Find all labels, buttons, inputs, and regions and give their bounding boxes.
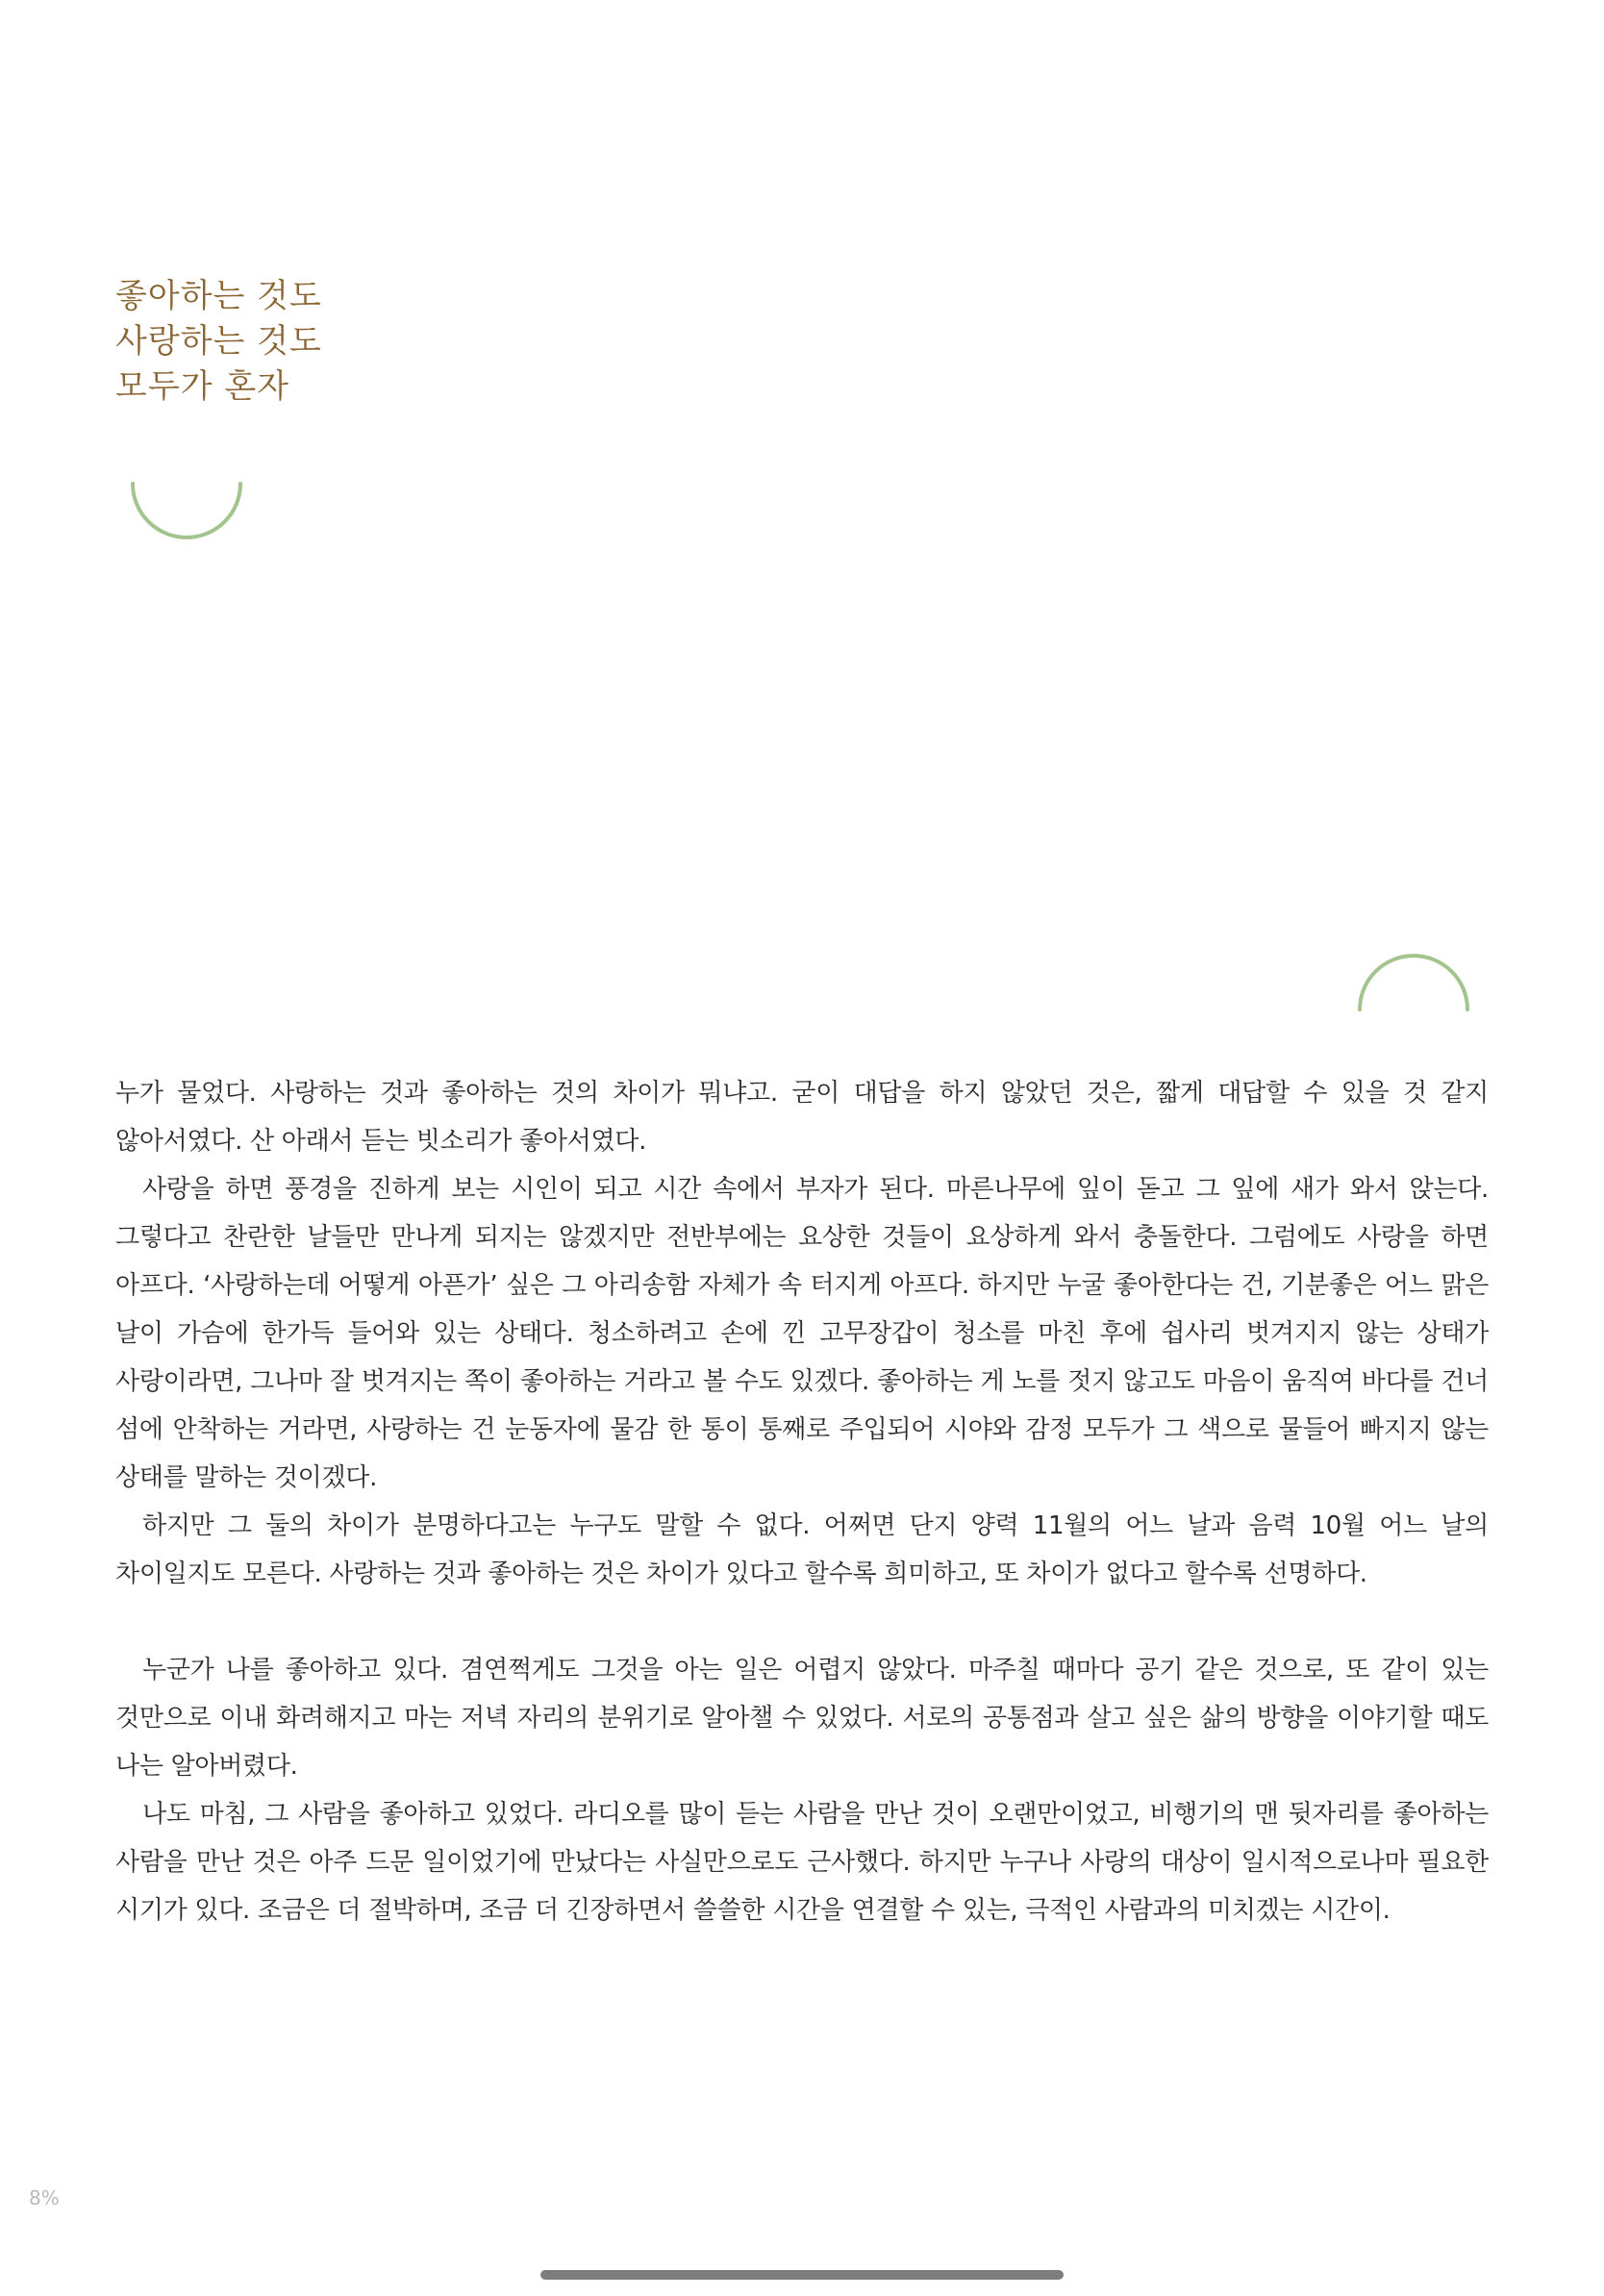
paragraph: 하지만 그 둘의 차이가 분명하다고는 누구도 말할 수 없다. 어쩌면 단지 양력 11월의 어느 날과 음력 10월 어느 날의 차이일지도 모른다. 사랑하는 것과 좋아하는 것은 차이가 있다고 할수록 희미하고, 또 차이가 없다고 할수록 선명하다. bbox=[115, 1511, 1489, 1588]
chapter-title bbox=[115, 274, 322, 410]
decorative-arc-top-half-icon bbox=[1354, 954, 1473, 1015]
chapter-title-line: 사랑하는 것도 bbox=[115, 322, 322, 361]
reading-progress: 8% bbox=[29, 2186, 60, 2209]
section-break bbox=[115, 1598, 1489, 1646]
paragraph: 누가 물었다. 사랑하는 것과 좋아하는 것의 차이가 뭐냐고. 굳이 대답을 하지 않았던 것은, 짧게 대답할 수 있을 것 같지 않아서였다. 산 아래서 듣는 빗소리가 좋아서였다. bbox=[115, 1079, 1489, 1156]
chapter-title-line: 모두가 혼자 bbox=[115, 367, 290, 406]
paragraph: 사랑을 하면 풍경을 진하게 보는 시인이 되고 시간 속에서 부자가 된다. 마른나무에 잎이 돋고 그 잎에 새가 와서 앉는다. 그렇다고 찬란한 날들만 만나게 되지는 않겠지만 전반부에는 요상한 것들이 요상하게 와서 충돌한다. 그럼에도 사랑을 하면 아프다. ‘사랑하는데 어떻게 아픈가’ 싶은 그 아리송함 자체가 속 터지게 아프다. 하지만 누굴 좋아한다는 건, 기분좋은 어느 맑은 날이 가슴에 한가득 들어와 있는 상태다. 청소하려고 손에 낀 고무장갑이 청소를 마친 후에 쉽사리 벗겨지지 않는 상태가 사랑이라면, 그나마 잘 벗겨지는 쪽이 좋아하는 거라고 볼 수도 있겠다. 좋아하는 게 노를 젓지 않고도 마음이 움직여 바다를 건너 섬에 안착하는 거라면, 사랑하는 건 눈동자에 물감 한 통이 통째로 주입되어 시야와 감정 모두가 그 색으로 물들어 빠지지 않는 상태를 말하는 것이겠다. bbox=[115, 1175, 1489, 1492]
paragraph: 누군가 나를 좋아하고 있다. 겸연쩍게도 그것을 아는 일은 어렵지 않았다. 마주칠 때마다 공기 같은 것으로, 또 같이 있는 것만으로 이내 화려해지고 마는 저녁 자리의 분위기로 알아챌 수 있었다. 서로의 공통점과 살고 싶은 삶의 방향을 이야기할 때도 나는 알아버렸다. bbox=[115, 1656, 1489, 1781]
home-indicator[interactable] bbox=[540, 2270, 1064, 2280]
chapter-title-line: 좋아하는 것도 bbox=[115, 277, 322, 315]
decorative-arc-bottom-half-icon bbox=[127, 478, 246, 539]
chapter-body bbox=[115, 1069, 1489, 1934]
paragraph: 나도 마침, 그 사람을 좋아하고 있었다. 라디오를 많이 듣는 사람을 만난 것이 오랜만이었고, 비행기의 맨 뒷자리를 좋아하는 사람을 만난 것은 아주 드문 일이었기에 만났다는 사실만으로도 근사했다. 하지만 누구나 사랑의 대상이 일시적으로나마 필요한 시기가 있다. 조금은 더 절박하며, 조금 더 긴장하면서 쓸쓸한 시간을 연결할 수 있는, 극적인 사람과의 미치겠는 시간이. bbox=[115, 1800, 1489, 1925]
